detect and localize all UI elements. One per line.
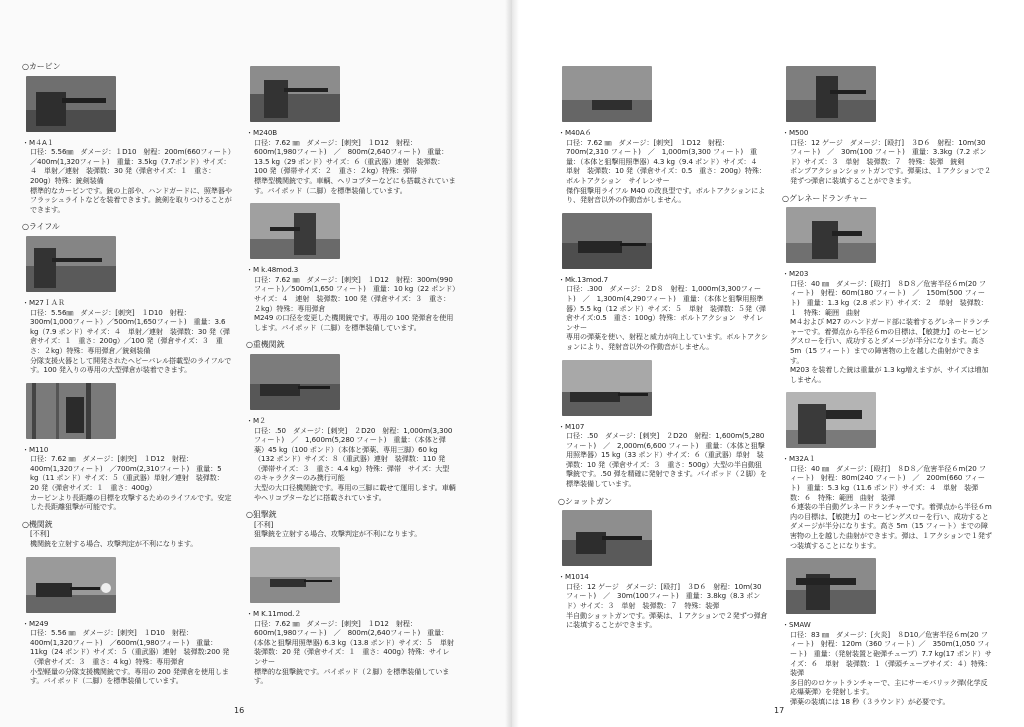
right-column-2	[782, 66, 992, 715]
left-column-2	[246, 66, 456, 694]
right-column-1	[558, 66, 768, 638]
weapon-description: 口径：83 ㎜ ダメージ：[火炎] ８D10／危害半径６m(20 フィート) 射程：120m（360 フィート）／ 350m(1,050 フィート) 重量：（発射装置と砲弾チューブ）7.7 kg(17 ポンド）サイズ：６ 単射 装弾数：１（弾頭チューブサイズ：４）特殊：装弾 多目的のロケットランチャーで、主にサーモバリック弾(化学反応爆薬弾）を発射します。 弾薬の装填には 18 秒（３ラウンド）が必要です。	[790, 629, 992, 706]
weapon-photo	[562, 510, 652, 566]
weapon-photo	[250, 354, 340, 410]
section-heading: ○重機関銃	[246, 340, 285, 350]
weapon-name: ・M k.48mod.3	[246, 265, 299, 275]
weapon-description: 口径：7.62 ㎜ ダメージ：[刺突] １D12 射程：600m(1,980フィート) ／ 800m(2,640フィート) 重量：13.5 kg（29 ポンド）サイズ：６（重武器）連射 装弾数：100 発（弾帯サイズ：２ 重さ：２kg）特殊：弾帯 標準型機関銃です。車輌、ヘリコプターなどにも搭載されています。バイポッド（二脚）を標準装備しています。	[254, 137, 456, 195]
weapon-description: 口径：5.56 ㎜ ダメージ：[刺突] １D10 射程：400m(1,320フィート) ／600m(1,980フィート) 重量：11kg（24 ポンド）サイズ：５（重武器）連射 装弾数:200 発（弾倉サイズ：３ 重さ：4 kg）特殊：専用弾倉 小型軽量の分隊支援機関銃です。専用の 200 発弾倉を使用します。バイポッド（二脚）を標準装備しています。	[30, 628, 230, 686]
weapon-name: ・M K.11mod.２	[246, 609, 302, 619]
section-heading: ○グレネードランチャー	[782, 193, 868, 203]
weapon-photo	[786, 207, 876, 263]
weapon-name: ・M２	[246, 415, 267, 425]
section-heading: ○カービン	[22, 62, 61, 71]
weapon-photo	[250, 66, 340, 122]
weapon-name: ・M107	[558, 421, 585, 431]
weapon-name: ・M４A１	[22, 137, 54, 147]
weapon-photo	[562, 360, 652, 416]
section-heading: ○ショットガン	[558, 496, 612, 506]
section-heading: ○機関銃	[22, 519, 53, 529]
weapon-photo	[26, 557, 116, 613]
section-note: [不利] 狙撃銃を立射する場合、攻撃判定が不利になります。	[254, 519, 422, 539]
weapon-name: ・SMAW	[782, 620, 811, 630]
weapon-description: 口径：5.56㎜ ダメージ：[刺突] １D10 射程：300m(1,000フィート）／500m(1,650フィート) 重量：3.6 kg（7.9 ポンド）サイズ：４ 単射／連射 装弾数：30 発（弾倉サイズ：１ 重さ：200g）／100 発（弾倉サイズ：３ 重さ：２kg）特殊：専用弾倉／銃剣装備 分隊支援火器として開発されたヘビーバレル搭載型のライフルです。100 発入りの専用の大型弾倉が装着できます。	[30, 307, 232, 375]
weapon-description: 口径：12 ゲージ ダメージ：[殴打] ３D６ 射程：10m(30 フィート) ／ 30m(100 フィート) 重量：3.3kg（7.2 ポンド）サイズ：３ 単射 装弾数：７ 特殊：装弾 銃剣 ポンプアクションショットガンです。弾薬は、１アクションで２発ずつ弾倉に装填することができます。	[790, 137, 992, 185]
weapon-description: 口径：7.62 ㎜ ダメージ：[刺突] １D12 射程：300m(990 フィート)／500m(1,650 フィート) 重量：10 kg（22 ポンド）サイズ：４ 連射 装弾数：100 発（弾倉サイズ：３ 重さ：２kg）特殊：専用弾倉 M249 の口径を変更した機関銃です。専用の 100 発弾倉を使用します。バイポッド（二脚）を標準装備しています。	[254, 274, 456, 332]
weapon-photo	[786, 558, 876, 614]
weapon-name: ・M500	[782, 128, 809, 137]
section-heading: ○狙撃銃	[246, 510, 277, 520]
weapon-description: 口径：.50 ダメージ：[刺突] ２D20 射程：1,000m(3,300フィート) ／ 1,600m(5,280 フィート) 重量：（本体と弾薬）45 kg（100 ポンド）（本体と弾薬、専用三脚）60 kg（132 ポンド）サイズ：８（重武器）連射 装弾数：110 発（弾帯サイズ：３ 重さ：4.4 kg）特殊：弾帯 サイズ：大型のキャラクターのみ携行可能 大型の大口径機関銃です。専用の三脚に載せて運用します。車輌やヘリコプターなどに搭載されています。	[254, 425, 456, 502]
book-gutter	[505, 0, 519, 727]
weapon-photo	[562, 213, 652, 269]
weapon-name: ・M40A６	[558, 128, 592, 137]
weapon-description: 口径：5.56㎜ ダメージ：１D10 射程：200m(660フィート）／400m(1,320フィート) 重量：3.5kg（7.7ポンド）サイズ：４ 単射／連射 装弾数：30 発（弾倉サイズ：１ 重さ：200g）特殊：銃剣装備 標準的なカービンです。銃の上部や、ハンドガードに、照準器やフラッシュライトなどを装着できます。銃剣を取りつけることができます。	[30, 147, 232, 214]
weapon-name: ・M110	[22, 444, 49, 454]
weapon-photo	[26, 76, 116, 132]
weapon-name: ・M1014	[558, 572, 589, 582]
weapon-photo	[562, 66, 652, 122]
weapon-name: ・M203	[782, 269, 809, 279]
weapon-description: 口径：.300 ダメージ：２D８ 射程：1,000m(3,300フィート) ／ 1,300m(4,290フィート) 重量：（本体と狙撃用照準器）5.5 kg（12 ポンド）サイズ：５ 単射 装弾数：５発（弾倉サイズ:0.5 重さ：100g）特殊：ボルトアクション サイレンサー 専用の弾薬を使い、射程と威力が向上しています。ボルトアクションにより、発射音以外の作動音がしません。	[566, 284, 768, 351]
weapon-photo	[26, 383, 116, 439]
weapon-description: 口径：40 ㎜ ダメージ：[殴打] ８D８／危害半径６m(20 フィート) 射程：60m(180 フィート) ／ 150m(500 フィート) 重量：1.3 kg（2.8 ポンド）サイズ：２ 単射 装弾数：１ 特殊：範囲 曲射 M４および M27 のハンドガード部に装着するグレネードランチャーです。着弾点から半径６mの目標は、【敏捷力】のセービングスローを行い、成功するとダメージが半分になります。高さ 5m（15 フィート）までの障害物の上を越した曲射ができます。 M203 を装着した銃は重量が 1.3 kg増えますが、サイズは増加しません。	[790, 278, 990, 384]
weapon-name: ・M249	[22, 618, 49, 628]
section-note: [不利] 機関銃を立射する場合、攻撃判定が不利になります。	[30, 529, 198, 549]
section-heading: ○ライフル	[22, 222, 60, 232]
weapon-photo	[786, 66, 876, 122]
weapon-photo	[786, 392, 876, 448]
page-number: 17	[774, 706, 785, 715]
weapon-description: 口径：7.62 ㎜ ダメージ：[刺突] １D12 射程：600m(1,980フィート) ／ 800m(2,640フィート) 重量：(本体と狙撃用照準器) 6.3 kg（13.8 ポンド）サイズ：５ 単射 装弾数：20 発（弾倉サイズ：１ 重さ：400g）特殊：サイレンサー 標準的な狙撃銃です。バイポッド（２脚）を標準装備しています。	[254, 618, 454, 686]
weapon-photo	[26, 236, 116, 292]
weapon-description: 口径：7.62 ㎜ ダメージ：[刺突] １D12 射程：400m(1,320フィート) ／700m(2,310フィート) 重量：5 kg（11 ポンド）サイズ：５（重武器）単射／連射 装弾数：20 発（弾倉サイズ：１ 重さ：400g） カービンより長距離の目標を攻撃するためのライフルです。安定した長距離狙撃が可能です。	[30, 454, 232, 512]
weapon-photo	[250, 203, 340, 259]
weapon-name: ・Mk.13mod.7	[558, 274, 609, 284]
weapon-name: ・M32A１	[782, 454, 816, 464]
weapon-description: 口径：.50 ダメージ：[刺突] ２D20 射程：1,600m(5,280 フィート) ／ 2,000m(6,600 フィート) 重量：（本体と狙撃用照準器）15 kg（33 ポンド）サイズ：６（重武器）単射 装弾数：10 発（弾倉サイズ：３ 重さ：500g）大型の半自動狙撃銃です。.50 弾を精確に発射できます。バイポッド（２脚）を標準装備しています。	[566, 431, 767, 489]
weapon-photo	[250, 547, 340, 603]
weapon-name: ・M27ＩＡＲ	[22, 297, 65, 307]
weapon-description: 口径：7.62 ㎜ ダメージ：[刺突] １D12 射程：700m(2,310 フィート) ／ 1,000m(3,300 フィート) 重量：（本体と狙撃用照準器）4.3 kg（9.4 ポンド）サイズ：４ 単射 装弾数：10 発（弾倉サイズ：0.5 重さ：200g）特殊：ボルトアクション サイレンサー 傑作狙撃用ライフル M40 の改良型です。ボルトアクションにより、発射音以外の作動音がしません。	[566, 137, 766, 205]
weapon-description: 口径：40 ㎜ ダメージ：[殴打] ８D８／危害半径６m(20 フィート) 射程：80m(240 フィート) ／ 200m(660 フィート) 重量：5.3 kg（11.6 ポンド）サイズ：４ 単射 装弾数：６ 特殊：範囲 曲射 装弾 ６連装の半自動グレネードランチャーです。着弾点から半径６m内の目標は、【敏捷力】のセービングスローを行い、成功するとダメージが半分になります。高さ 5m（15 フィート）までの障害物の上を越した曲射ができます。弾は、１アクションで１発ずつ装填することになります。	[790, 463, 992, 550]
weapon-description: 口径：12 ゲージ ダメージ：[殴打] ３D６ 射程：10m(30フィート) ／ 30m(100フィート) 重量：3.8kg（8.3 ポンド）サイズ：３ 単射 装弾数：７ 特殊：装弾 半自動ショットガンです。弾薬は、１アクションで２発ずつ弾倉に装填することができます。	[566, 581, 768, 630]
right-page	[512, 0, 1024, 727]
weapon-name: ・M240B	[246, 128, 278, 137]
page-number: 16	[234, 706, 245, 715]
left-column-1	[22, 62, 232, 694]
